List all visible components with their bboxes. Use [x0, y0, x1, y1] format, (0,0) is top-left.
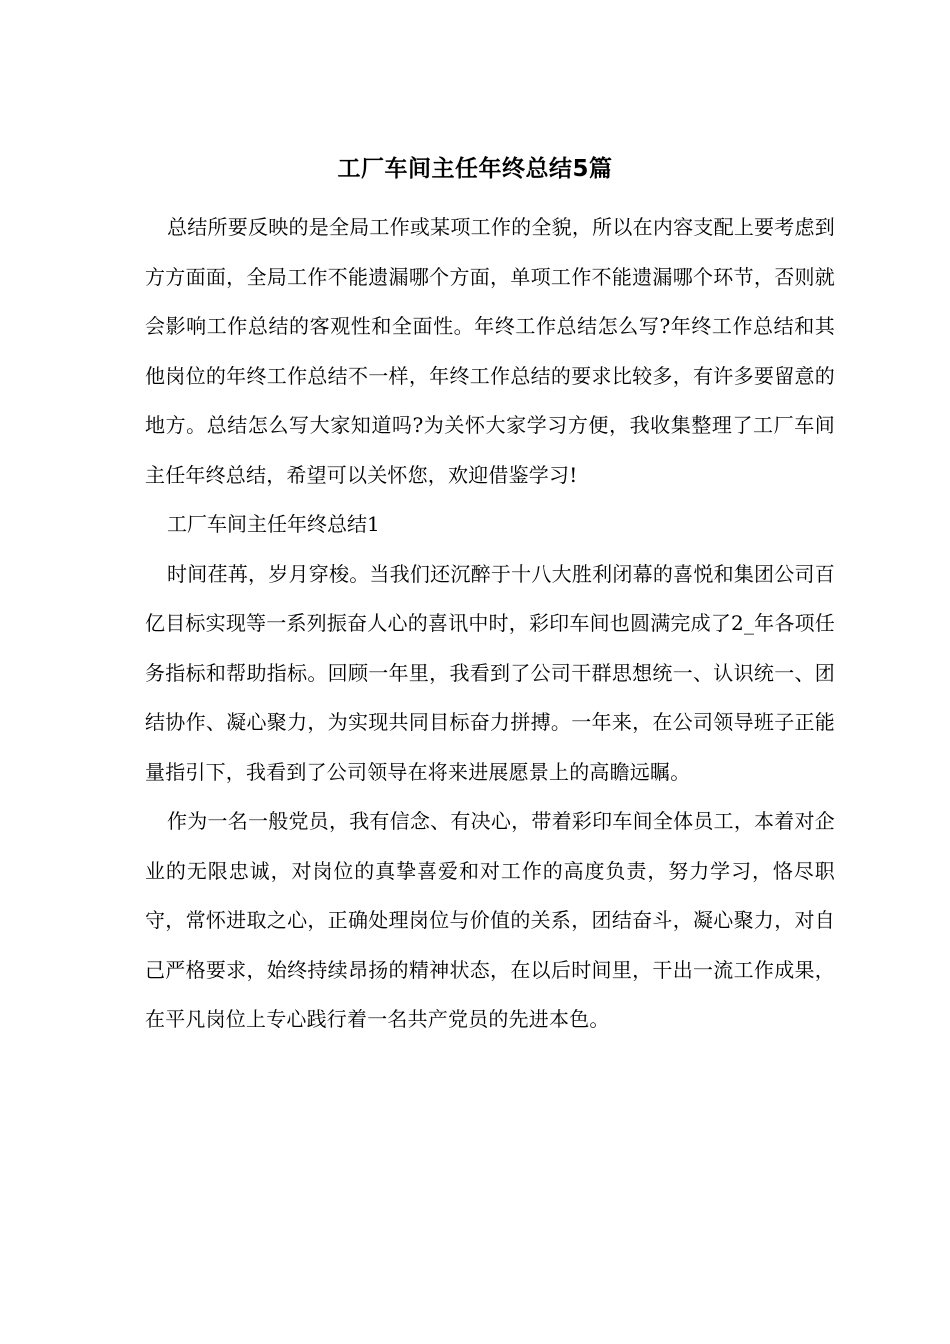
intro-paragraph: 总结所要反映的是全局工作或某项工作的全貌，所以在内容支配上要考虑到方方面面，全局工作不能遗漏哪个方面，单项工作不能遗漏哪个环节，否则就会影响工作总结的客观性和全面性。年终工作总结怎么写?年终工作总结和其他岗位的年终工作总结不一样，年终工作总结的要求比较多，有许多要留意的地方。总结怎么写大家知道吗?为关怀大家学习方便，我收集整理了工厂车间主任年终总结，希望可以关怀您，欢迎借鉴学习! — [145, 215, 835, 487]
document-title: 工厂车间主任年终总结5篇 — [337, 156, 613, 182]
section-heading-1: 工厂车间主任年终总结1 — [167, 512, 380, 536]
document-body — [145, 203, 835, 1045]
section-1-paragraph-1: 时间荏苒，岁月穿梭。当我们还沉醉于十八大胜利闭幕的喜悦和集团公司百亿目标实现等一系列振奋人心的喜讯中时，彩印车间也圆满完成了2_年各项任务指标和帮助指标。回顾一年里，我看到了公司干群思想统一、认识统一、团结协作、凝心聚力，为实现共同目标奋力拼搏。一年来，在公司领导班子正能量指引下，我看到了公司领导在将来进展愿景上的高瞻远瞩。 — [145, 561, 835, 784]
section-1-paragraph-2: 作为一名一般党员，我有信念、有决心，带着彩印车间全体员工，本着对企业的无限忠诚，对岗位的真挚喜爱和对工作的高度负责，努力学习，恪尽职守，常怀进取之心，正确处理岗位与价值的关系，团结奋斗，凝心聚力，对自己严格要求，始终持续昂扬的精神状态，在以后时间里，干出一流工作成果，在平凡岗位上专心践行着一名共产党员的先进本色。 — [145, 809, 835, 1031]
